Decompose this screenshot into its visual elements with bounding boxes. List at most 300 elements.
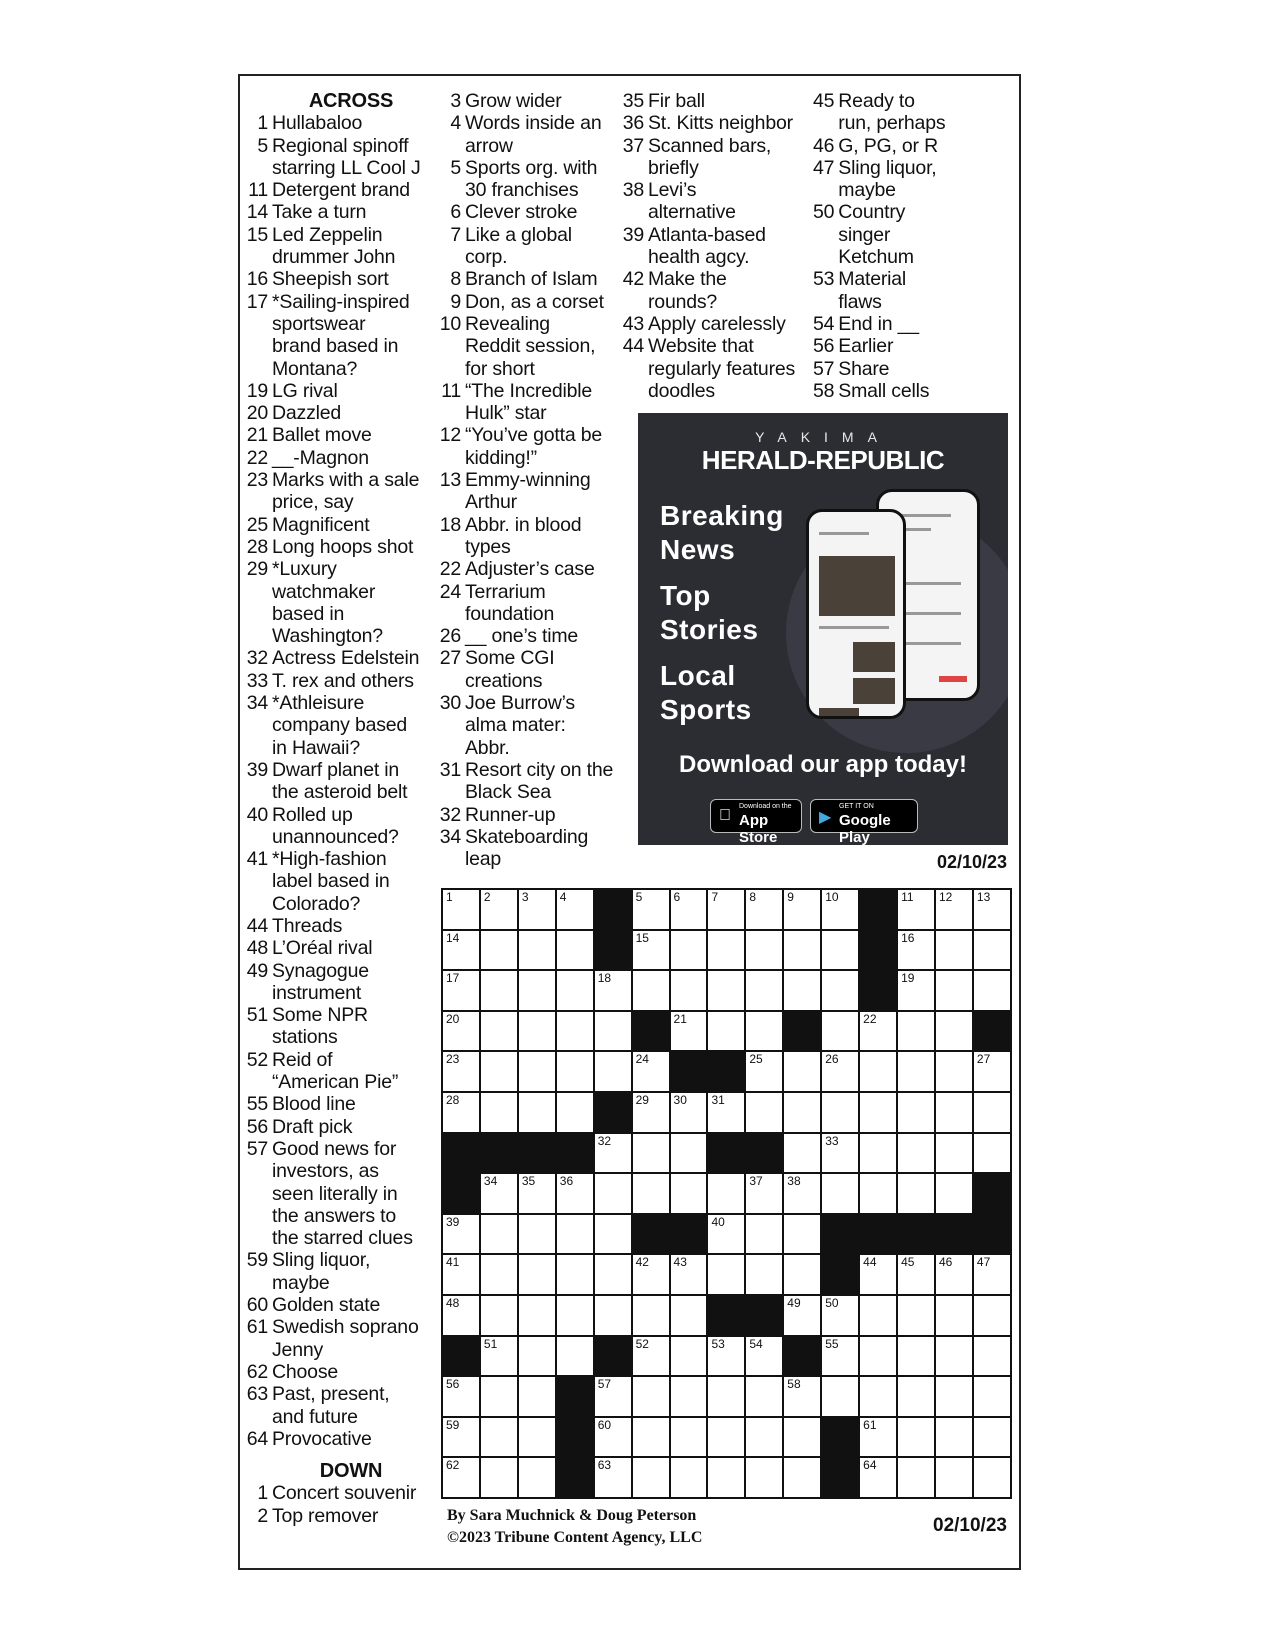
clue-line: Website that [648,335,754,358]
clue-number: 42 [622,268,644,291]
clue-item [246,514,436,536]
grid-cell[interactable] [746,1458,784,1499]
grid-cell[interactable] [822,931,860,972]
grid-cell[interactable] [519,1174,557,1215]
clue-line: Rolled up [272,803,353,826]
clue-line: Country [838,201,906,224]
grid-cell[interactable] [784,971,822,1012]
cell-number: 1 [446,890,453,904]
grid-cell[interactable] [481,1052,519,1093]
grid-cell[interactable] [822,971,860,1012]
grid-cell[interactable] [481,1296,519,1337]
grid-cell[interactable] [974,931,1012,972]
grid-cell[interactable] [633,890,671,931]
grid-cell[interactable] [557,1255,595,1296]
grid-cell[interactable] [860,1377,898,1418]
clue-line: in Hawaii? [272,736,360,759]
clue-text [465,581,629,626]
grid-cell[interactable] [898,931,936,972]
grid-cell[interactable] [595,1418,633,1459]
grid-cell[interactable] [974,1458,1012,1499]
grid-cell[interactable] [671,931,709,972]
grid-cell[interactable] [822,1377,860,1418]
clue-item [246,179,436,201]
clue-number: 52 [246,1048,268,1071]
grid-cell[interactable] [936,1052,974,1093]
grid-cell[interactable] [443,1052,481,1093]
grid-cell[interactable] [557,971,595,1012]
grid-cell[interactable] [746,931,784,972]
grid-cell[interactable] [860,1337,898,1378]
cell-number: 50 [825,1295,839,1310]
grid-cell[interactable] [860,1134,898,1175]
clue-number: 41 [246,848,268,871]
grid-cell[interactable] [784,931,822,972]
grid-cell[interactable] [633,1418,671,1459]
grid-cell[interactable] [936,1337,974,1378]
clue-text [648,90,812,112]
cell-number: 3 [521,890,529,904]
grid-cell[interactable] [860,1093,898,1134]
grid-cell[interactable] [974,1296,1012,1337]
grid-cell[interactable] [671,1418,709,1459]
grid-cell[interactable] [936,1174,974,1215]
grid-block [595,1093,633,1134]
clue-line: Concert souvenir [272,1482,417,1505]
grid-cell[interactable] [633,1174,671,1215]
grid-cell[interactable] [936,1458,974,1499]
clue-text [838,157,1003,202]
grid-cell[interactable] [481,971,519,1012]
crossword-grid[interactable] [441,888,1012,1499]
grid-cell[interactable] [519,1337,557,1378]
grid-cell[interactable] [974,1418,1012,1459]
grid-cell[interactable] [746,1052,784,1093]
grid-cell[interactable] [557,1337,595,1378]
clue-line: Joe Burrow’s [465,692,575,715]
grid-cell[interactable] [519,1458,557,1499]
grid-cell[interactable] [443,1215,481,1256]
grid-cell[interactable] [860,1012,898,1053]
grid-cell[interactable] [898,1458,936,1499]
grid-cell[interactable] [784,1296,822,1337]
grid-cell[interactable] [708,931,746,972]
grid-cell[interactable] [481,1012,519,1053]
clue-line: regularly features [648,357,796,380]
clue-item [439,90,629,112]
clue-item [813,358,1003,380]
grid-cell[interactable] [443,1418,481,1459]
grid-cell[interactable] [595,1377,633,1418]
clue-number: 50 [813,201,835,224]
grid-cell[interactable] [708,1255,746,1296]
grid-cell[interactable] [481,1458,519,1499]
grid-cell[interactable] [746,1377,784,1418]
grid-cell[interactable] [784,1174,822,1215]
grid-cell[interactable] [595,1458,633,1499]
grid-cell[interactable] [936,1377,974,1418]
clue-text [465,201,629,223]
clue-item [622,313,812,335]
grid-cell[interactable] [708,1418,746,1459]
clue-number: 24 [439,580,461,603]
grid-cell[interactable] [708,890,746,931]
grid-cell[interactable] [595,1255,633,1296]
grid-cell[interactable] [557,890,595,931]
grid-cell[interactable] [822,1296,860,1337]
grid-cell[interactable] [936,1418,974,1459]
grid-cell[interactable] [746,1337,784,1378]
clue-line: *High-fashion [272,848,387,871]
clue-line: sportswear [272,312,366,335]
clue-text [272,1383,436,1428]
grid-cell[interactable] [671,1012,709,1053]
grid-cell[interactable] [595,1296,633,1337]
clue-line: Scanned bars, [648,134,772,157]
grid-cell[interactable] [822,1052,860,1093]
grid-cell[interactable] [557,1174,595,1215]
grid-cell[interactable] [671,1093,709,1134]
grid-cell[interactable] [936,1255,974,1296]
grid-cell[interactable] [633,1458,671,1499]
grid-block [974,1012,1012,1053]
clue-text [272,1249,436,1294]
clue-number: 15 [246,223,268,246]
clue-text [272,1049,436,1094]
clue-text [272,1004,436,1049]
grid-cell[interactable] [974,971,1012,1012]
grid-cell[interactable] [633,1052,671,1093]
grid-cell[interactable] [671,971,709,1012]
across-heading: ACROSS [308,90,394,112]
grid-cell[interactable] [936,931,974,972]
clue-text [272,1093,436,1115]
grid-cell[interactable] [519,890,557,931]
grid-cell[interactable] [481,1418,519,1459]
grid-cell[interactable] [898,1093,936,1134]
grid-cell[interactable] [898,1012,936,1053]
clue-number: 17 [246,290,268,313]
clue-item [246,1383,436,1428]
grid-cell[interactable] [936,1012,974,1053]
clue-item [622,179,812,224]
grid-cell[interactable] [481,931,519,972]
clue-number: 9 [450,290,461,313]
grid-cell[interactable] [443,971,481,1012]
clue-number: 46 [813,134,835,157]
grid-block [519,1134,557,1175]
grid-cell[interactable] [974,890,1012,931]
grid-block [898,1215,936,1256]
grid-cell[interactable] [822,1134,860,1175]
grid-cell[interactable] [519,931,557,972]
grid-cell[interactable] [822,1337,860,1378]
grid-cell[interactable] [784,890,822,931]
grid-cell[interactable] [481,890,519,931]
grid-cell[interactable] [633,1134,671,1175]
grid-cell[interactable] [595,971,633,1012]
clue-line: the answers to [272,1204,397,1227]
clue-text [465,514,629,559]
clue-text [465,759,629,804]
grid-cell[interactable] [708,971,746,1012]
grid-cell[interactable] [860,1296,898,1337]
grid-cell[interactable] [784,1052,822,1093]
clue-line: kidding!” [465,446,537,469]
grid-cell[interactable] [633,1093,671,1134]
clue-item [246,647,436,669]
grid-cell[interactable] [633,931,671,972]
down-clues-col-1 [246,1460,436,1527]
cell-number: 56 [446,1377,460,1392]
grid-cell[interactable] [898,1377,936,1418]
clue-number: 56 [813,335,835,358]
grid-cell[interactable] [519,1215,557,1256]
grid-cell[interactable] [481,1255,519,1296]
clue-text [272,1294,436,1316]
grid-cell[interactable] [974,1134,1012,1175]
grid-cell[interactable] [784,1458,822,1499]
grid-cell[interactable] [671,1337,709,1378]
grid-cell[interactable] [708,1012,746,1053]
grid-cell[interactable] [443,1458,481,1499]
cell-number: 5 [635,890,643,904]
grid-cell[interactable] [974,1093,1012,1134]
grid-cell[interactable] [860,1255,898,1296]
grid-cell[interactable] [671,1134,709,1175]
grid-cell[interactable] [557,1052,595,1093]
grid-cell[interactable] [974,1255,1012,1296]
grid-cell[interactable] [443,1377,481,1418]
clue-line: Levi’s [648,179,697,202]
grid-cell[interactable] [898,1418,936,1459]
grid-cell[interactable] [595,1052,633,1093]
grid-cell[interactable] [671,1377,709,1418]
grid-cell[interactable] [443,1012,481,1053]
puzzle-date-top: 02/10/23 [937,852,1008,872]
clue-item [246,112,436,134]
grid-cell[interactable] [936,890,974,931]
grid-cell[interactable] [443,1255,481,1296]
grid-cell[interactable] [708,1377,746,1418]
app-store-badge[interactable] [710,799,802,845]
clue-line: LG rival [272,379,338,402]
clue-item [246,201,436,223]
grid-cell[interactable] [898,1255,936,1296]
grid-cell[interactable] [443,931,481,972]
grid-cell[interactable] [822,1012,860,1053]
clue-text [272,179,436,201]
clue-item [813,268,1003,313]
clue-line: Led Zeppelin [272,223,383,246]
clue-text [838,201,1003,268]
grid-cell[interactable] [519,1255,557,1296]
grid-cell[interactable] [481,1215,519,1256]
grid-cell[interactable] [746,1418,784,1459]
cell-number: 17 [446,971,460,986]
grid-cell[interactable] [898,1337,936,1378]
clue-text [465,224,629,269]
grid-cell[interactable] [519,1296,557,1337]
grid-cell[interactable] [481,1093,519,1134]
grid-cell[interactable] [519,1052,557,1093]
cell-number: 38 [787,1174,801,1189]
grid-cell[interactable] [746,1012,784,1053]
clue-item [439,581,629,626]
grid-cell[interactable] [708,1337,746,1378]
grid-cell[interactable] [746,1174,784,1215]
clue-text [272,291,436,380]
ad-logo: HERALD-REPUBLIC [701,445,945,475]
clue-item [813,201,1003,268]
grid-cell[interactable] [519,1093,557,1134]
clue-text [465,826,629,871]
clue-line: alternative [648,201,736,224]
ad-feature-line: Breaking [660,500,784,531]
grid-cell[interactable] [519,971,557,1012]
clue-item [439,514,629,559]
clue-line: Fir ball [648,90,705,112]
grid-cell[interactable] [481,1377,519,1418]
grid-cell[interactable] [557,1012,595,1053]
grid-cell[interactable] [519,1418,557,1459]
grid-cell[interactable] [708,1174,746,1215]
grid-cell[interactable] [784,1215,822,1256]
clue-number: 44 [622,335,644,358]
clue-text [648,112,812,134]
grid-cell[interactable] [860,1052,898,1093]
grid-cell[interactable] [633,1337,671,1378]
grid-cell[interactable] [633,1377,671,1418]
grid-cell[interactable] [898,1052,936,1093]
grid-cell[interactable] [443,1093,481,1134]
grid-cell[interactable] [595,1012,633,1053]
clue-text [272,692,436,759]
grid-cell[interactable] [784,1134,822,1175]
grid-cell[interactable] [519,1377,557,1418]
grid-cell[interactable] [557,931,595,972]
grid-cell[interactable] [974,1337,1012,1378]
grid-cell[interactable] [936,1134,974,1175]
grid-cell[interactable] [595,1174,633,1215]
cell-number: 40 [711,1214,725,1229]
grid-cell[interactable] [519,1012,557,1053]
grid-cell[interactable] [633,971,671,1012]
grid-cell[interactable] [936,1296,974,1337]
grid-cell[interactable] [898,971,936,1012]
grid-cell[interactable] [822,890,860,931]
grid-cell[interactable] [784,1377,822,1418]
grid-cell[interactable] [671,890,709,931]
cell-number: 43 [673,1255,687,1270]
clue-number: 10 [439,312,461,335]
google-play-badge[interactable] [810,799,918,845]
grid-cell[interactable] [481,1337,519,1378]
grid-cell[interactable] [595,1134,633,1175]
grid-cell[interactable] [557,1215,595,1256]
grid-cell[interactable] [746,1255,784,1296]
cell-number: 24 [635,1052,649,1067]
grid-cell[interactable] [671,1458,709,1499]
grid-cell[interactable] [974,1052,1012,1093]
grid-cell[interactable] [822,1093,860,1134]
cell-number: 15 [635,930,649,945]
grid-block [746,1134,784,1175]
grid-cell[interactable] [671,1174,709,1215]
clue-text [272,1428,436,1450]
grid-cell[interactable] [860,1458,898,1499]
grid-cell[interactable] [708,1215,746,1256]
grid-cell[interactable] [898,890,936,931]
clue-line: Golden state [272,1294,381,1317]
grid-cell[interactable] [443,890,481,931]
clue-line: Past, present, [272,1383,390,1406]
grid-cell[interactable] [671,1296,709,1337]
clue-line: St. Kitts neighbor [648,112,793,135]
grid-cell[interactable] [822,1174,860,1215]
cell-number: 7 [711,890,719,904]
grid-cell[interactable] [860,1418,898,1459]
grid-cell[interactable] [898,1174,936,1215]
clue-number: 55 [246,1093,268,1116]
clue-item [439,224,629,269]
clue-item [622,112,812,134]
clue-line: Washington? [272,625,383,648]
clue-item [246,469,436,514]
grid-block [860,1215,898,1256]
grid-cell[interactable] [671,1255,709,1296]
cell-number: 55 [825,1336,839,1351]
grid-cell[interactable] [784,1255,822,1296]
clue-text [272,424,436,446]
grid-block [557,1418,595,1459]
grid-cell[interactable] [708,1093,746,1134]
grid-cell[interactable] [936,971,974,1012]
clue-item [246,1505,436,1527]
grid-cell[interactable] [443,1296,481,1337]
clue-number: 12 [439,424,461,447]
clue-item [246,291,436,380]
grid-cell[interactable] [481,1174,519,1215]
grid-cell[interactable] [746,1093,784,1134]
grid-cell[interactable] [557,1093,595,1134]
grid-cell[interactable] [746,890,784,931]
grid-cell[interactable] [595,1215,633,1256]
grid-cell[interactable] [898,1134,936,1175]
app-advertisement[interactable] [638,413,1008,845]
grid-cell[interactable] [557,1296,595,1337]
grid-cell[interactable] [898,1296,936,1337]
grid-cell[interactable] [974,1377,1012,1418]
clue-line: foundation [465,602,555,625]
grid-cell[interactable] [708,1458,746,1499]
grid-cell[interactable] [633,1296,671,1337]
cell-number: 26 [825,1052,839,1067]
grid-cell[interactable] [784,1093,822,1134]
grid-block [443,1174,481,1215]
clue-line: Adjuster’s case [465,558,595,581]
clue-line: Actress Edelstein [272,647,420,670]
grid-cell[interactable] [633,1255,671,1296]
clue-text [465,625,629,647]
grid-cell[interactable] [746,971,784,1012]
clue-item [813,157,1003,202]
grid-cell[interactable] [784,1418,822,1459]
clue-line: T. rex and others [272,669,414,692]
grid-cell[interactable] [746,1215,784,1256]
grid-cell[interactable] [860,1174,898,1215]
grid-cell[interactable] [936,1093,974,1134]
